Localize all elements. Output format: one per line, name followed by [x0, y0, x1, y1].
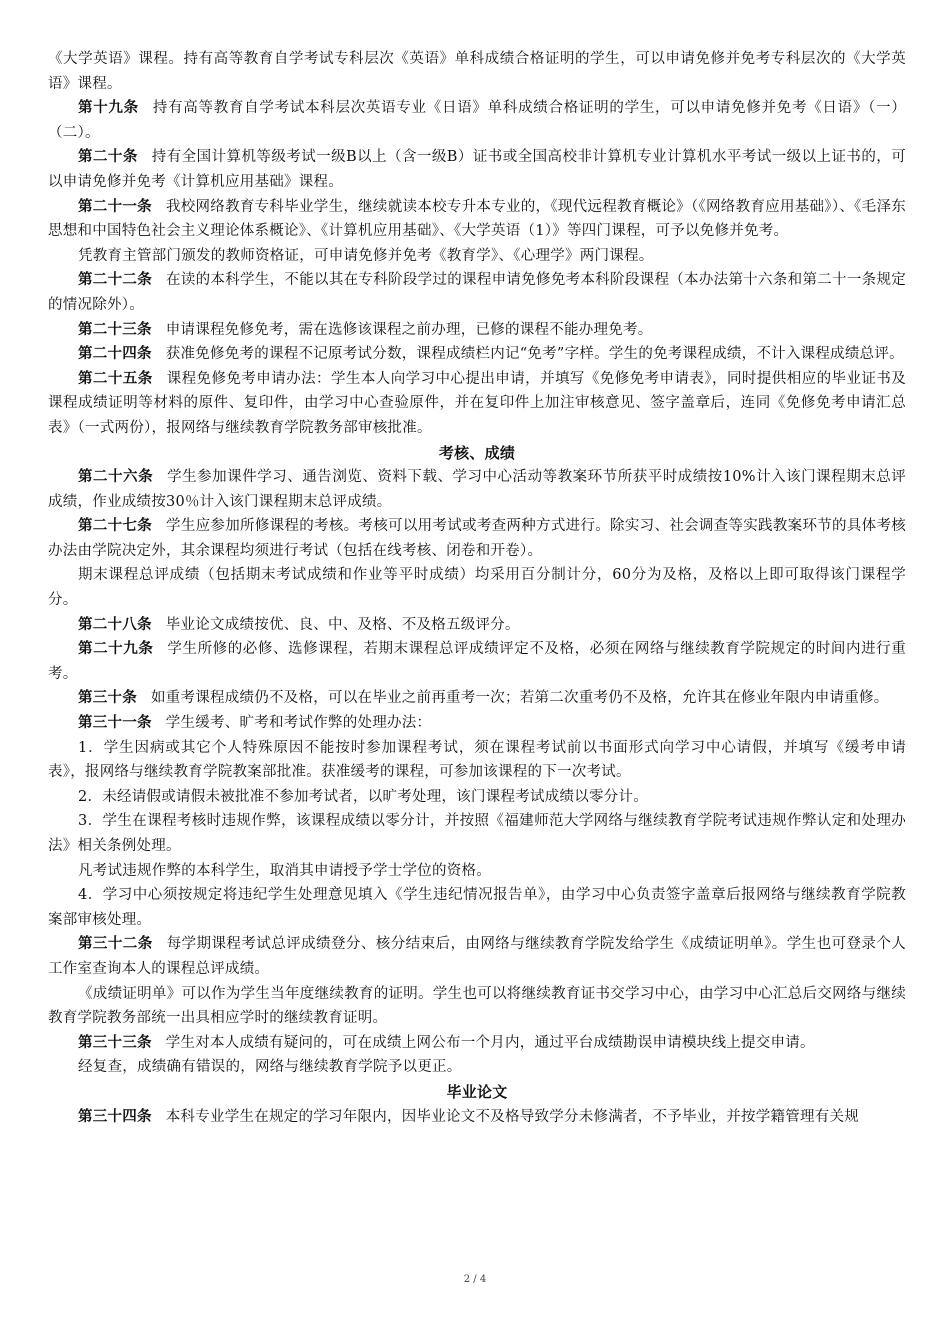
section-heading: 考核、成绩: [438, 443, 516, 462]
article-paragraph: [48, 514, 906, 563]
paragraph-text: 获准免修免考的课程不记原考试分数，课程成绩栏内记“免考”字样。学生的免考课程成绩，不计入课程成绩总评。: [165, 346, 904, 363]
paragraph-text: 期末课程总评成绩（包括期末考试成绩和作业等平时成绩）均采用百分制计分，60分为及格，及格以上即可取得该门课程学分。: [48, 567, 906, 609]
paragraph-text: 在读的本科学生，不能以其在专科阶段学过的课程申请免修免考本科阶段课程（本办法第十六条和第二十一条规定的情况除外）。: [48, 272, 907, 313]
article-label: 第二十七条: [78, 517, 153, 535]
article-paragraph: [48, 367, 906, 441]
article-label: 第二十九条: [78, 640, 154, 658]
paragraph-text: 4．学习中心须按规定将违纪学生处理意见填入《学生违纪情况报告单》，由学习中心负责签字盖章后报网络与继续教育学院教案部审核处理。: [48, 887, 906, 928]
article-paragraph: [48, 932, 906, 981]
article-label: 第三十一条: [78, 714, 152, 732]
paragraph-text: 学生参加课件学习、通告浏览、资料下载、学习中心活动等教案环节所获平时成绩按10%计入该门课程期末总评成绩，作业成绩按30％计入该门课程期末总评成绩。: [48, 469, 907, 510]
body-paragraph: [48, 47, 906, 96]
paragraph-text: 申请课程免修免考，需在选修该课程之前办理，已修的课程不能办理免考。: [165, 321, 653, 338]
article-paragraph: [48, 637, 906, 686]
paragraph-text: 每学期课程考试总评成绩登分、核分结束后，由网络与继续教育学院发给学生《成绩证明单》。学生也可登录个人工作室查询本人的课程总评成绩。: [48, 936, 907, 977]
paragraph-text: 1．学生因病或其它个人特殊原因不能按时参加课程考试，须在课程考试前以书面形式向学习中心请假，并填写《缓考申请表》，报网络与继续教育学院教案部批准。获准缓考的课程，可参加该课程的下一次考试。: [48, 739, 906, 781]
body-paragraph: [48, 859, 906, 884]
paragraph-text: 本科专业学生在规定的学习年限内，因毕业论文不及格导致学分未修满者，不予毕业，并按学籍管理有关规: [165, 1108, 859, 1125]
paragraph-text: 《成绩证明单》可以作为学生当年度继续教育的证明。学生也可以将继续教育证书交学习中心，由学习中心汇总后交网络与继续教育学院教务部统一出具相应学时的继续教育证明。: [48, 985, 906, 1027]
body-paragraph: [48, 809, 906, 858]
article-label: 第三十二条: [78, 935, 153, 953]
body-paragraph: [48, 785, 906, 810]
article-label: 第二十五条: [78, 369, 153, 387]
body-paragraph: [48, 883, 906, 932]
article-label: 第二十四条: [78, 345, 152, 363]
section-heading: 毕业论文: [446, 1082, 508, 1101]
paragraph-text: 持有全国计算机等级考试一级B以上（含一级B）证书或全国高校非计算机专业计算机水平考试一级以上证书的，可以申请免修并免考《计算机应用基础》课程。: [48, 149, 907, 190]
article-paragraph: [48, 1105, 906, 1130]
body-paragraph: [48, 563, 906, 612]
article-paragraph: [48, 465, 906, 514]
paragraph-text: 我校网络教育专科毕业学生，继续就读本校专升本专业的，《现代远程教育概论》（《网络教育应用基础》）、《毛泽东思想和中国特色社会主义理论体系概论》、《计算机应用基础》、《大学英语（1）》等四门课程，可予以免修并免考。: [48, 198, 907, 240]
article-label: 第十九条: [78, 99, 139, 117]
page-number: 2 / 4: [463, 1274, 487, 1285]
article-paragraph: [48, 96, 906, 145]
article-label: 第二十条: [78, 148, 138, 166]
article-label: 第二十二条: [78, 271, 153, 289]
body-paragraph: [48, 982, 906, 1031]
paragraph-text: 凡考试违规作弊的本科学生，取消其申请授予学士学位的资格。: [78, 862, 491, 879]
paragraph-text: 学生应参加所修课程的考核。考核可以用考试或考查两种方式进行。除实习、社会调查等实践教案环节的具体考核办法由学院决定外，其余课程均须进行考试（包括在线考核、闭卷和开卷）。: [48, 518, 907, 559]
article-paragraph: [48, 268, 906, 317]
article-label: 第二十八条: [78, 615, 152, 633]
article-label: 第二十一条: [78, 197, 152, 215]
paragraph-text: 《大学英语》课程。持有高等教育自学考试专科层次《英语》单科成绩合格证明的学生，可以申请免修并免考专科层次的《大学英语》课程。: [48, 51, 906, 92]
document-body: [48, 47, 906, 1129]
article-label: 第三十三条: [78, 1033, 152, 1051]
article-paragraph: [48, 1031, 906, 1056]
article-paragraph: [48, 195, 906, 244]
paragraph-text: 3．学生在课程考核时违规作弊，该课程成绩以零分计，并按照《福建师范大学网络与继续教育学院考试违规作弊认定和处理办法》相关条例处理。: [48, 813, 906, 854]
article-label: 第三十四条: [78, 1107, 152, 1125]
paragraph-text: 凭教育主管部门颁发的教师资格证，可申请免修并免考《教育学》、《心理学》两门课程。: [78, 247, 654, 264]
paragraph-text: 2．未经请假或请假未被批准不参加考试者，以旷考处理，该门课程考试成绩以零分计。: [78, 788, 648, 805]
article-label: 第二十三条: [78, 320, 152, 338]
article-paragraph: [48, 342, 906, 367]
body-paragraph: [48, 244, 906, 269]
paragraph-text: 经复查，成绩确有错误的，网络与继续教育学院予以更正。: [78, 1059, 462, 1076]
article-paragraph: [48, 613, 906, 638]
article-label: 第二十六条: [78, 468, 154, 486]
article-paragraph: [48, 145, 906, 194]
paragraph-text: 毕业论文成绩按优、良、中、及格、不及格五级评分。: [165, 616, 520, 633]
paragraph-text: 持有高等教育自学考试本科层次英语专业《日语》单科成绩合格证明的学生，可以申请免修并免考《日语》（一）（二）。: [48, 100, 907, 141]
paragraph-text: 学生缓考、旷考和考试作弊的处理办法：: [165, 715, 432, 732]
article-paragraph: [48, 318, 906, 343]
article-label: 第三十条: [78, 689, 137, 707]
article-paragraph: [48, 686, 906, 711]
paragraph-text: 学生对本人成绩有疑问的，可在成绩上网公布一个月内，通过平台成绩勘误申请模块线上提交申请。: [165, 1034, 815, 1051]
article-paragraph: [48, 711, 906, 736]
paragraph-text: 学生所修的必修、选修课程，若期末课程总评成绩评定不及格，必须在网络与继续教育学院规定的时间内进行重考。: [48, 641, 907, 682]
paragraph-text: 如重考课程成绩仍不及格，可以在毕业之前再重考一次；若第二次重考仍不及格，允许其在修业年限内申请重修。: [151, 690, 889, 707]
body-paragraph: [48, 1055, 906, 1080]
paragraph-text: 课程免修免考申请办法：学生本人向学习中心提出申请，并填写《免修免考申请表》，同时提供相应的毕业证书及课程成绩证明等材料的原件、复印件，由学习中心查验原件，并在复印件上加注审核意见、签字盖章后，连同《免修免考申请汇总表》（一式两份），报网络与继续教育学院教务部审核批准。: [48, 370, 907, 436]
body-paragraph: [48, 736, 906, 785]
